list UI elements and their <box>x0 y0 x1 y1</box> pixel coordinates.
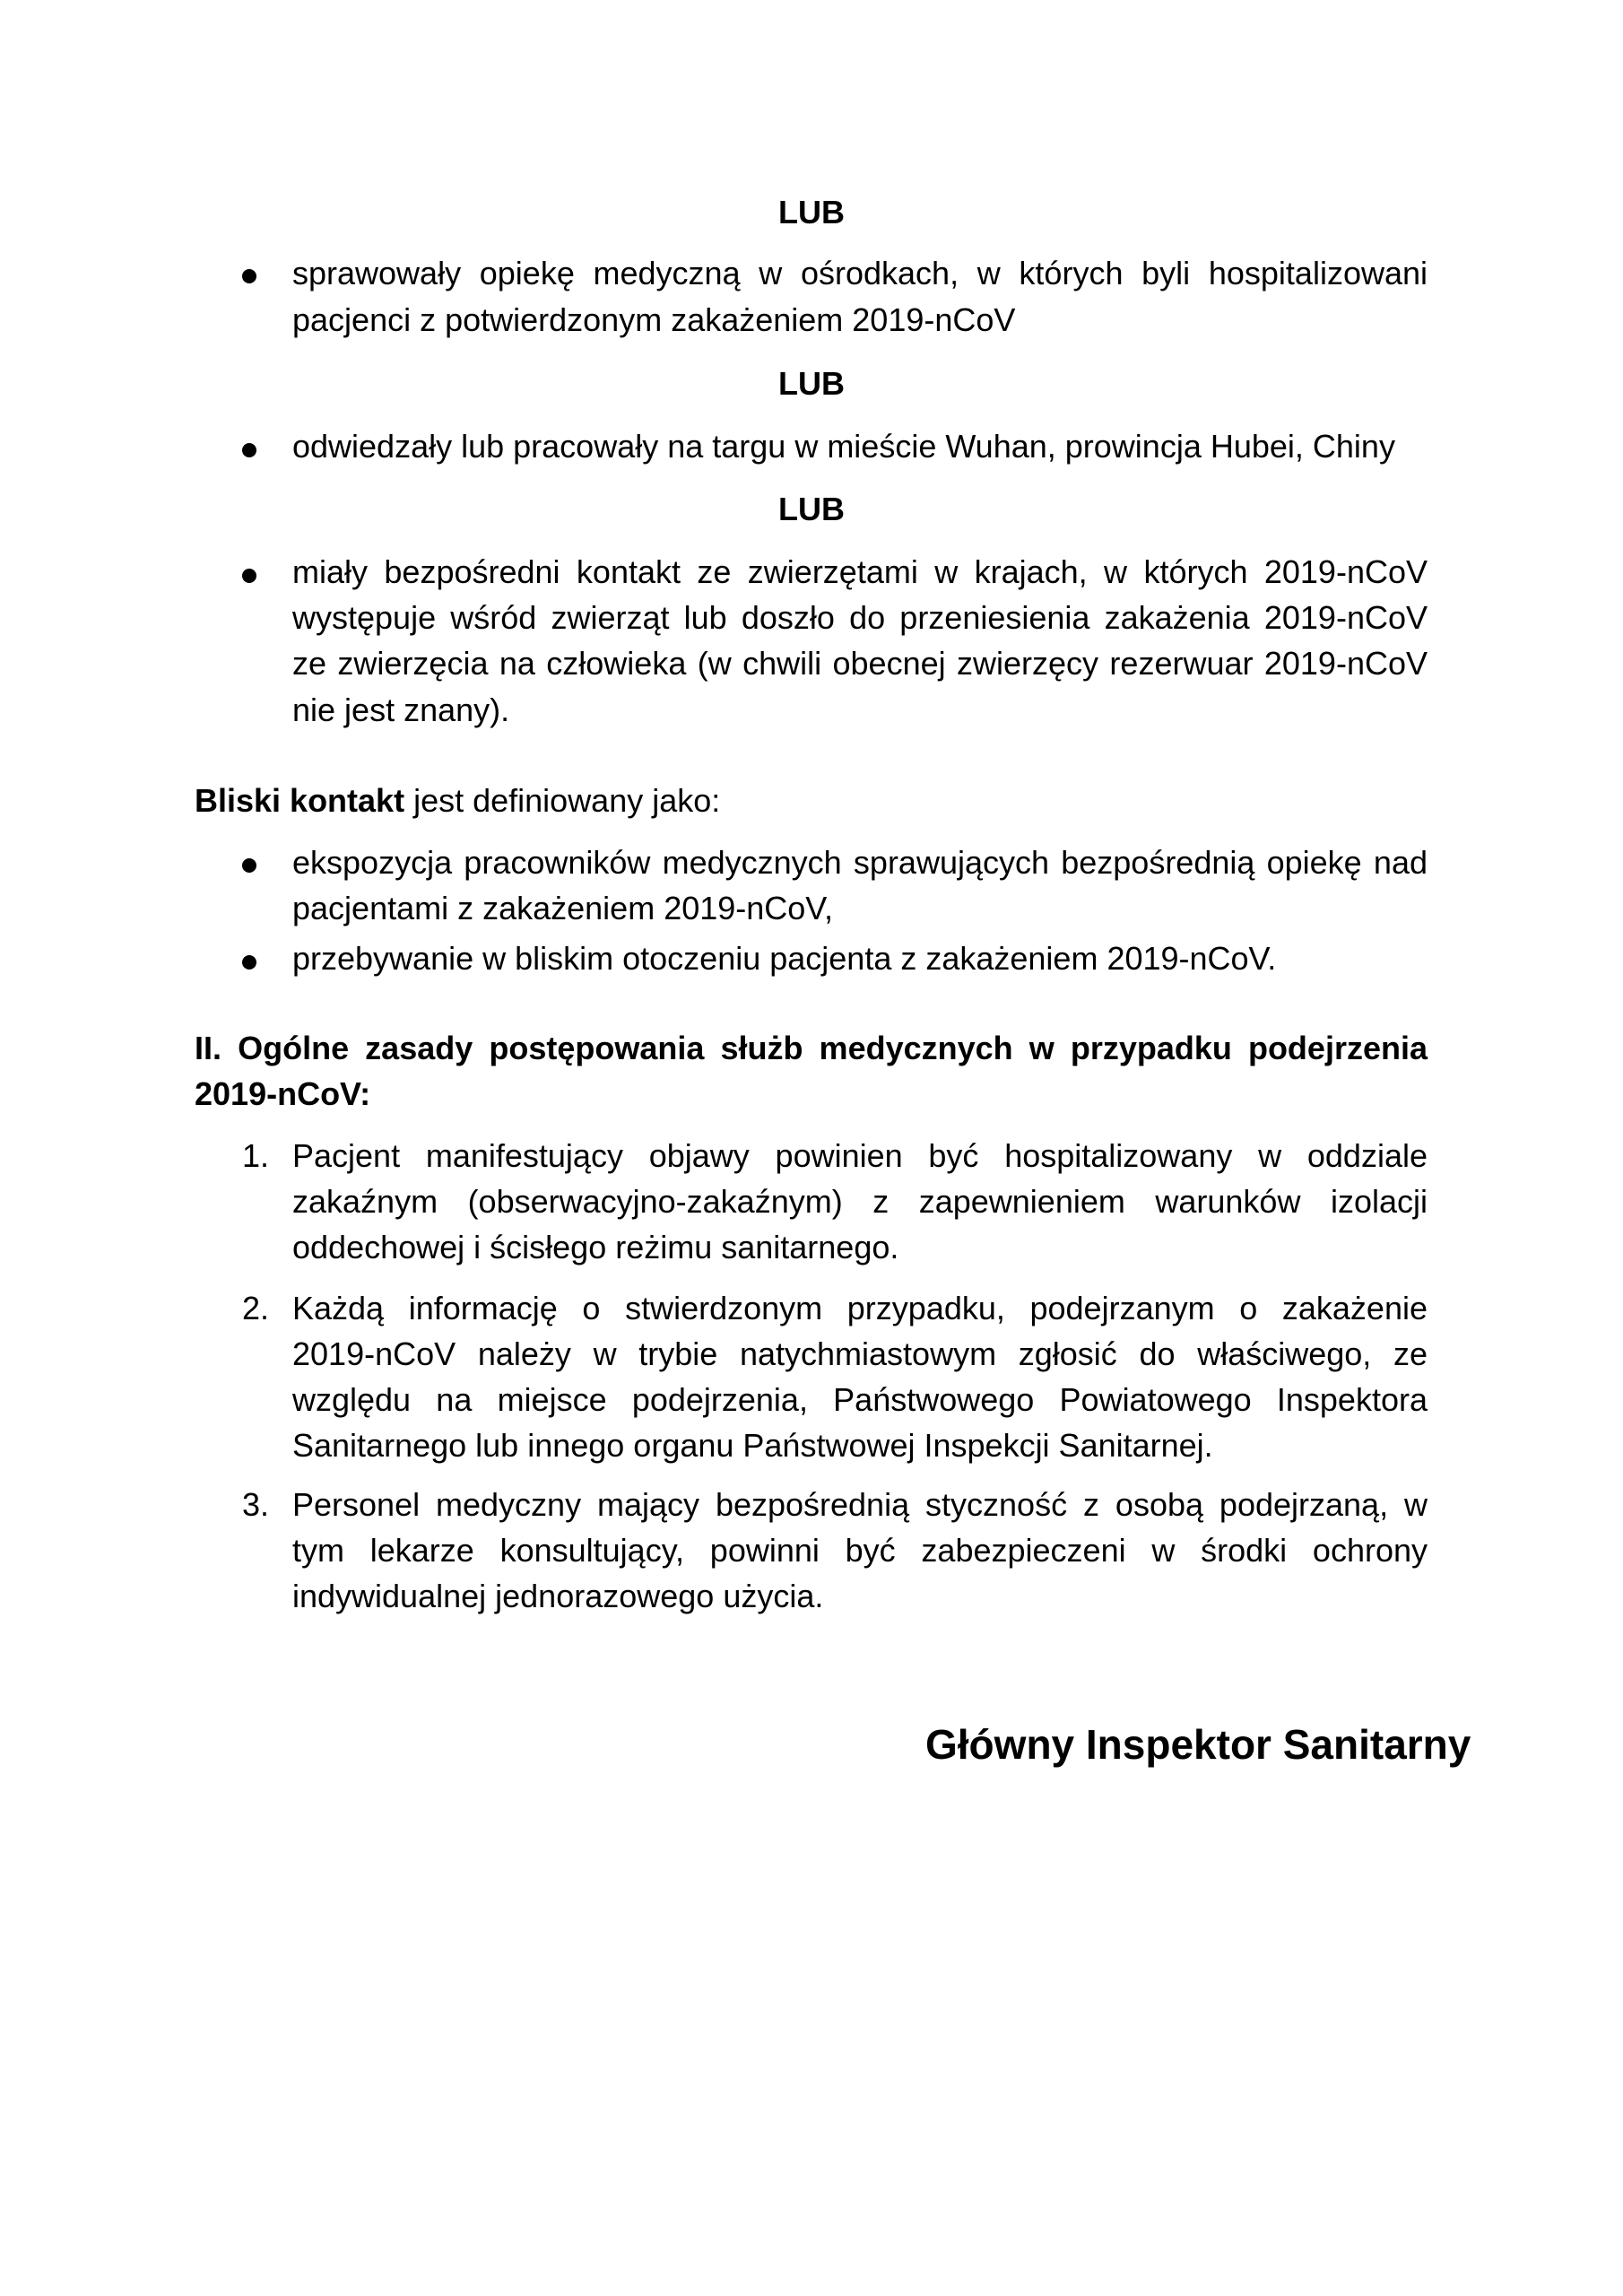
list-item-line: pacjentami z zakażeniem 2019-nCoV, <box>292 890 834 926</box>
list-item-line: tym lekarze konsultujący, powinni być zabezpieczeni w środki ochrony <box>292 1532 1428 1569</box>
bullet-icon <box>242 955 256 970</box>
list-item-line: Pacjent manifestujący objawy powinien być hospitalizowany w oddziale <box>292 1137 1428 1174</box>
section-heading: 2019-nCoV: <box>195 1075 371 1112</box>
section-heading: II. Ogólne zasady postępowania służb medycznych w przypadku podejrzenia <box>195 1030 1428 1066</box>
list-item-line: przebywanie w bliskim otoczeniu pacjenta z zakażeniem 2019-nCoV. <box>292 940 1277 977</box>
list-number: 1. <box>242 1137 270 1174</box>
bullet-icon <box>242 269 256 283</box>
list-item-line: nie jest znany). <box>292 691 510 728</box>
bullet-icon <box>242 569 256 583</box>
bullet-icon <box>242 443 256 457</box>
bullet-icon <box>242 858 256 873</box>
list-item-line: Personel medyczny mający bezpośrednią styczność z osobą podejrzaną, w <box>292 1486 1428 1523</box>
list-number: 2. <box>242 1290 270 1326</box>
close-contact-intro: jest definiowany jako: <box>404 782 721 819</box>
list-item-line: Sanitarnego lub innego organu Państwowej Inspekcji Sanitarnej. <box>292 1427 1213 1464</box>
list-item-line: oddechowej i ścisłego reżimu sanitarnego. <box>292 1229 899 1265</box>
or-separator: LUB <box>778 194 845 230</box>
close-contact-definition <box>195 782 721 819</box>
list-item-line: sprawowały opiekę medyczną w ośrodkach, w których byli hospitalizowani <box>292 255 1428 291</box>
list-item-line: pacjenci z potwierdzonym zakażeniem 2019-nCoV <box>292 301 1016 338</box>
list-item-line: ekspozycja pracowników medycznych sprawujących bezpośrednią opiekę nad <box>292 844 1428 881</box>
signature: Główny Inspektor Sanitarny <box>925 1721 1471 1768</box>
list-item-line: Każdą informację o stwierdzonym przypadku, podejrzanym o zakażenie <box>292 1290 1428 1326</box>
list-item-line: zakaźnym (obserwacyjno-zakaźnym) z zapewnieniem warunków izolacji <box>292 1183 1428 1220</box>
close-contact-term: Bliski kontakt <box>195 782 405 819</box>
or-separator: LUB <box>778 491 845 527</box>
list-item-line: ze zwierzęcia na człowieka (w chwili obecnej zwierzęcy rezerwuar 2019-nCoV <box>292 645 1428 682</box>
list-item-line: odwiedzały lub pracowały na targu w mieście Wuhan, prowincja Hubei, Chiny <box>292 428 1395 465</box>
list-item-line: występuje wśród zwierząt lub doszło do przeniesienia zakażenia 2019-nCoV <box>292 599 1428 636</box>
or-separator: LUB <box>778 365 845 402</box>
list-item-line: miały bezpośredni kontakt ze zwierzętami w krajach, w których 2019-nCoV <box>292 553 1428 590</box>
list-item-line: względu na miejsce podejrzenia, Państwowego Powiatowego Inspektora <box>292 1381 1428 1418</box>
list-item-line: 2019-nCoV należy w trybie natychmiastowym zgłosić do właściwego, ze <box>292 1335 1428 1372</box>
list-item-line: indywidualnej jednorazowego użycia. <box>292 1578 824 1614</box>
list-number: 3. <box>242 1486 270 1523</box>
